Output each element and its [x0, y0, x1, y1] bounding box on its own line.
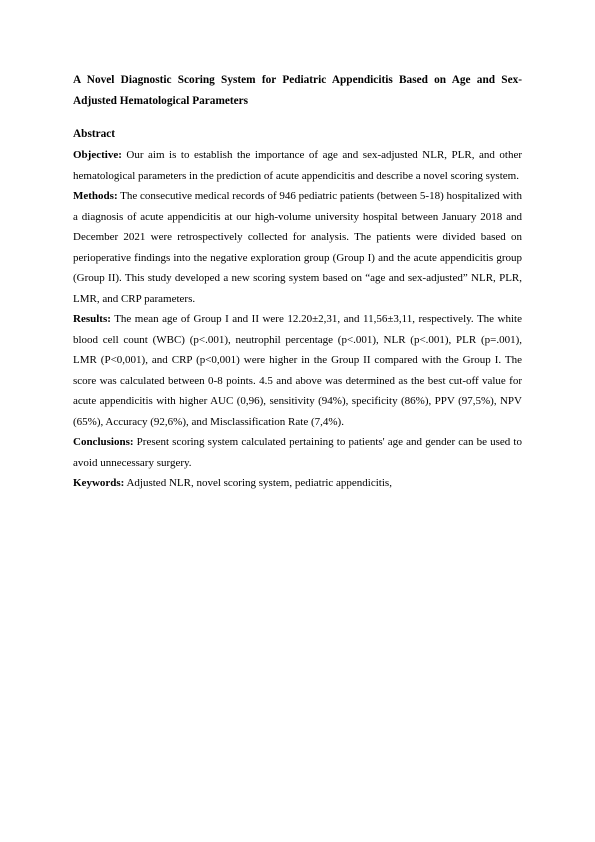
keywords-text: Adjusted NLR, novel scoring system, pediatric appendicitis, [124, 477, 392, 489]
conclusions-text: Present scoring system calculated pertaining to patients' age and gender can be used to avoid unnecessary surgery. [73, 436, 522, 469]
methods-text: The consecutive medical records of 946 pediatric patients (between 5-18) hospitalized with a diagnosis of acute appendicitis at our high-volume university hospital between January 2018 and December 2021 were retrospectively collected for analysis. The patients were divided based on perioperative findings into the negative exploration group (Group I) and the acute appendicitis group (Group II). This study developed a new scoring system based on “age and sex-adjusted” NLR, PLR, LMR, and CRP parameters. [73, 190, 522, 305]
abstract-heading: Abstract [73, 128, 116, 140]
methods-label: Methods: [73, 190, 118, 202]
conclusions-label: Conclusions: [73, 436, 134, 448]
paper-page [73, 70, 522, 494]
methods-paragraph [73, 186, 522, 309]
conclusions-paragraph [73, 432, 522, 473]
results-label: Results: [73, 313, 111, 325]
results-text: The mean age of Group I and II were 12.20±2,31, and 11,56±3,11, respectively. The white blood cell count (WBC) (p<.001), neutrophil percentage (p<.001), NLR (p<.001), PLR (p=.001), LMR (P<0,001), and CRP (p<0,001) were higher in the Group II compared with the Group I. The score was calculated between 0-8 points. 4.5 and above was determined as the best cut-off value for acute appendicitis with higher AUC (0,96), sensitivity (94%), specificity (86%), PPV (97,5%), NPV (65%), Accuracy (92,6%), and Misclassification Rate (7,4%). [73, 313, 522, 428]
keywords-paragraph [73, 473, 522, 494]
objective-text: Our aim is to establish the importance of age and sex-adjusted NLR, PLR, and other hematological parameters in the prediction of acute appendicitis and describe a novel scoring system. [73, 149, 522, 182]
keywords-label: Keywords: [73, 477, 125, 489]
objective-paragraph [73, 145, 522, 186]
results-paragraph [73, 309, 522, 432]
objective-label: Objective: [73, 149, 122, 161]
paper-title: A Novel Diagnostic Scoring System for Pediatric Appendicitis Based on Age and Sex-Adjusted Hematological Parameters [73, 74, 522, 107]
